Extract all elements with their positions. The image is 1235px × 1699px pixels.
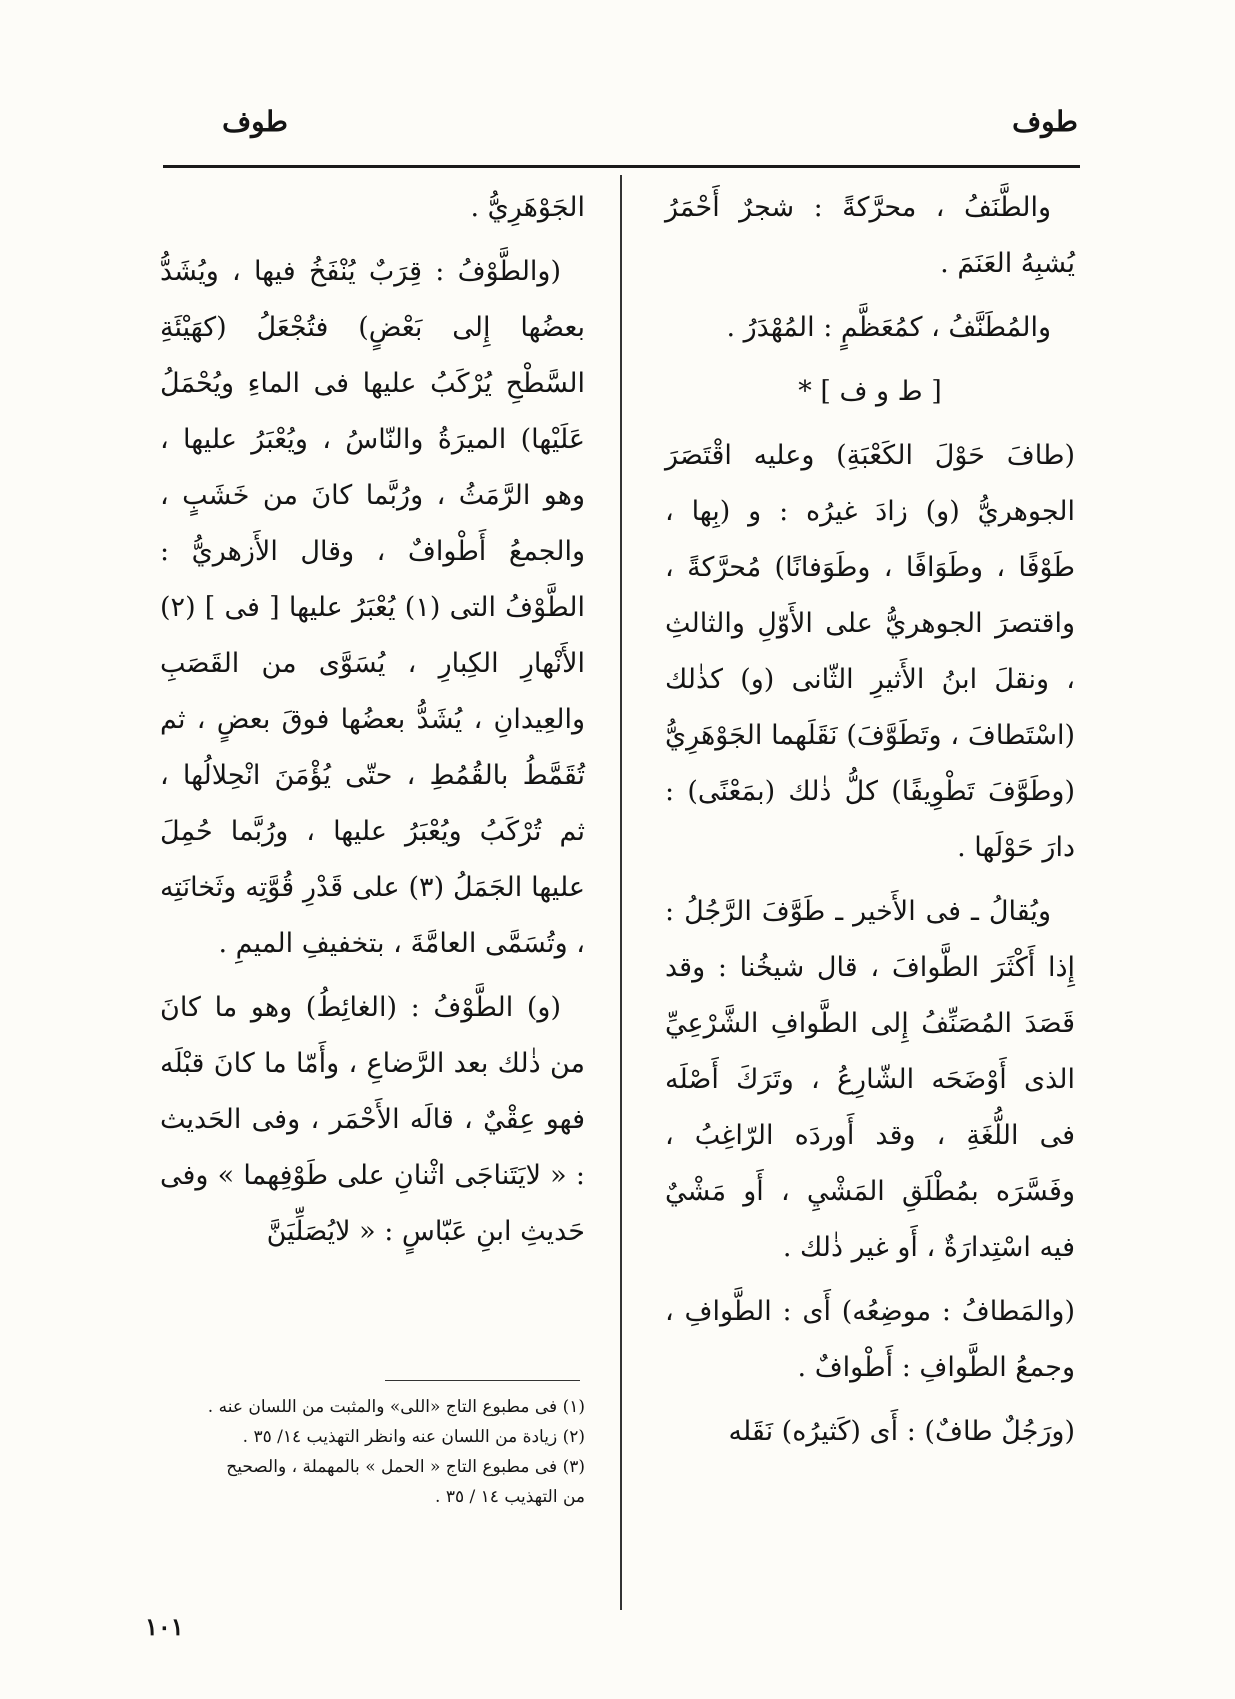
section-heading-twf: [ ط و ف ] * <box>798 376 942 407</box>
entry-tawwafa: ويُقالُ ـ فى الأَخير ـ طَوَّفَ الرَّجُلُ : إِذا أَكْثَرَ الطَّوافَ ، قال شيخُنا : وقد قَصَدَ المُصَنِّفُ إِلى الطَّوافِ الشَّرْعِيِّ الذى أَوْضَحَه الشّارِعُ ، وتَرَكَ أَصْلَه فى اللُّغَةِ ، وقد أَوردَه الرّاغِبُ ، وفَسَّرَه بمُطْلَقِ المَشْيِ ، أَو مَشْيٌ فيه اسْتِدارَةٌ ، أَو غير ذٰلك . <box>665 896 1075 1263</box>
left-column <box>160 180 585 1268</box>
entry-mutannaf: والمُطَنَّفُ ، كمُعَظَّمٍ : المُهْدَرُ . <box>726 312 1051 343</box>
entry-tanaf: والطَّنَفُ ، محرَّكةً : شجرٌ أَحْمَرُ يُشبِهُ العَنَمَ . <box>665 192 1075 279</box>
footnotes <box>160 1392 585 1512</box>
footnote-2: (٢) زيادة من اللسان عنه وانظر التهذيب ١٤/ ٣٥ . <box>242 1427 585 1447</box>
entry-taf-hawl: (طافَ حَوْلَ الكَعْبَةِ) وعليه اقْتَصَرَ الجوهريُّ (و) زادَ غيرُه : و (بِها ، طَوْفًا ، وطَوَافًا ، وطَوَفانًا) مُحرَّكةً ، واقتصرَ الجوهريُّ على الأَوّلِ والثالثِ ، ونقلَ ابنُ الأَثيرِ الثّانى (و) كذٰلك (اسْتَطافَ ، وتَطَوَّفَ) نَقَلَهما الجَوْهَرِيُّ (وطَوَّفَ تَطْوِيفًا) كلُّ ذٰلك (بمَعْنًى) : دارَ حَوْلَها . <box>665 440 1075 863</box>
running-head-right: طوف <box>1012 105 1078 138</box>
header-rule <box>163 165 1080 168</box>
entry-mataf: (والمَطافُ : موضِعُه) أَى : الطَّوافِ ، وجمعُ الطَّوافِ : أَطْوافٌ . <box>665 1296 1075 1383</box>
column-divider <box>620 175 622 1610</box>
footnote-3-continued: من التهذيب ١٤ / ٣٥ . <box>435 1487 585 1507</box>
page-number: ١٠١ <box>145 1612 184 1641</box>
running-head-left: طوف <box>222 105 288 138</box>
entry-rajul-taf: (ورَجُلٌ طافٌ) : أَى (كَثيرُه) نَقَله <box>728 1416 1075 1447</box>
footnote-3: (٣) فى مطبوع التاج « الحمل » بالمهملة ، والصحيح <box>226 1457 585 1477</box>
right-column <box>665 180 1075 1468</box>
footnote-1: (١) فى مطبوع التاج «اللى» والمثبت من اللسان عنه . <box>207 1397 585 1417</box>
continuation-jawhari: الجَوْهَرِيُّ . <box>470 192 585 223</box>
entry-tawf-raft: (والطَّوْفُ : قِرَبٌ يُنْفَخُ فيها ، ويُشَدُّ بعضُها إِلى بَعْضٍ) فتُجْعَلُ (كهَيْئَةِ السَّطْحِ يُرْكَبُ عليها فى الماءِ ويُحْمَلُ عَلَيْها) الميرَةُ والنّاسُ ، ويُعْبَرُ عليها ، وهو الرَّمَثُ ، ورُبَّما كانَ من خَشَبٍ ، والجمعُ أَطْوافٌ ، وقال الأَزهريُّ : الطَّوْفُ التى (١) يُعْبَرُ عليها [ فى ] (٢) الأَنْهارِ الكِبارِ ، يُسَوَّى من القَصَبِ والعِيدانِ ، يُشَدُّ بعضُها فوقَ بعضٍ ، ثم تُقَمَّطُ بالقُمُطِ ، حتّى يُؤْمَنَ انْحِلالُها ، ثم تُرْكَبُ ويُعْبَرُ عليها ، ورُبَّما حُمِلَ عليها الجَمَلُ (٣) على قَدْرِ قُوَّتِه وثَخانَتِه ، وتُسَمَّى العامَّةَ ، بتخفيفِ الميمِ . <box>160 256 585 959</box>
entry-tawf-gha'it: (و) الطَّوْفُ : (الغائِطُ) وهو ما كانَ من ذٰلك بعد الرَّضاعِ ، وأَمّا ما كانَ قبْلَه فهو عِقْيٌ ، قالَه الأَحْمَر ، وفى الحَديث : « لايَتَناجَى اثْنانِ على طَوْفِهما » وفى حَديثِ ابنِ عَبّاسٍ : « لايُصَلِّيَنَّ <box>160 992 585 1247</box>
footnote-rule <box>385 1380 580 1381</box>
